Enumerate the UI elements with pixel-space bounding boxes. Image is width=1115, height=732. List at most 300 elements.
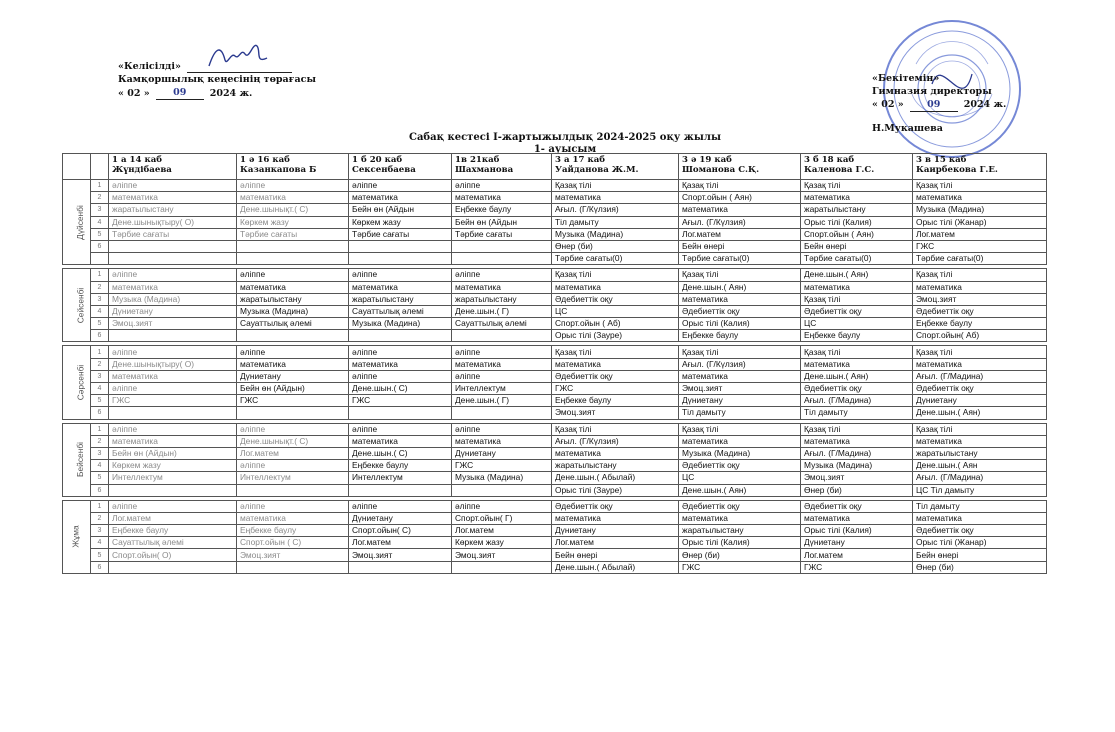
class-name: 3 ә 19 каб xyxy=(682,155,732,165)
day-name: Жұма xyxy=(71,525,81,548)
lesson-cell: математика xyxy=(679,293,801,305)
lesson-number: 6 xyxy=(91,407,109,419)
table-row xyxy=(63,253,1047,265)
lesson-cell: Қазақ тілі xyxy=(552,269,679,281)
lesson-cell: Тәрбие сағаты(0) xyxy=(801,253,913,265)
lesson-cell: Тәрбие сағаты(0) xyxy=(679,253,801,265)
date-day: « 02 » xyxy=(118,88,150,99)
lesson-cell: Орыс тілі (Жанар) xyxy=(913,216,1047,228)
lesson-cell: Көркем жазу xyxy=(109,460,237,472)
lesson-cell: әліппе xyxy=(452,423,552,435)
lesson-number: 2 xyxy=(91,358,109,370)
lesson-cell: әліппе xyxy=(109,269,237,281)
lesson-cell xyxy=(452,561,552,573)
lesson-cell: Еңбекке баулу xyxy=(452,204,552,216)
table-row xyxy=(63,472,1047,484)
lesson-cell: Ағыл. (Г/Мадина) xyxy=(801,447,913,459)
lesson-cell: әліппе xyxy=(237,423,349,435)
table-row xyxy=(63,269,1047,281)
lesson-number: 3 xyxy=(91,370,109,382)
lesson-cell: әліппе xyxy=(452,269,552,281)
lesson-cell: математика xyxy=(679,512,801,524)
lesson-number: 2 xyxy=(91,512,109,524)
lesson-number: 4 xyxy=(91,537,109,549)
lesson-cell: Спорт.ойын( Г) xyxy=(452,512,552,524)
lesson-cell: ЦС Тіл дамыту xyxy=(913,484,1047,496)
lesson-cell: Тіл дамыту xyxy=(679,407,801,419)
lesson-cell: Дене.шын.( Абылай) xyxy=(552,472,679,484)
lesson-cell: Орыс тілі (Калия) xyxy=(679,318,801,330)
lesson-cell: Тіл дамыту xyxy=(801,407,913,419)
lesson-cell: әліппе xyxy=(237,180,349,192)
lesson-cell: математика xyxy=(349,435,452,447)
lesson-cell: Дене.шынықтыру( О) xyxy=(109,216,237,228)
table-row xyxy=(63,460,1047,472)
table-row xyxy=(63,407,1047,419)
lesson-cell: математика xyxy=(801,192,913,204)
lesson-cell: әліппе xyxy=(349,370,452,382)
lesson-cell xyxy=(349,407,452,419)
lesson-cell: математика xyxy=(452,192,552,204)
class-header-row xyxy=(63,154,1047,180)
lesson-cell: Лог.матем xyxy=(452,525,552,537)
date-day: « 02 » xyxy=(872,99,904,110)
lesson-cell: Тәрбие сағаты xyxy=(349,228,452,240)
lesson-cell: Қазақ тілі xyxy=(801,346,913,358)
lesson-cell: ГЖС xyxy=(349,395,452,407)
lesson-cell: Қазақ тілі xyxy=(679,346,801,358)
lesson-cell: әліппе xyxy=(237,346,349,358)
lesson-cell: Тәрбие сағаты xyxy=(237,228,349,240)
lesson-cell: Лог.матем xyxy=(237,447,349,459)
lesson-cell: математика xyxy=(109,281,237,293)
lesson-cell: Эмоц.зият xyxy=(679,383,801,395)
lesson-cell: Бейн өнері xyxy=(913,549,1047,561)
lesson-cell: әліппе xyxy=(237,269,349,281)
table-row xyxy=(63,358,1047,370)
lesson-cell: Сауаттылық әлемі xyxy=(452,318,552,330)
lesson-cell: Әдебиеттік оқу xyxy=(552,293,679,305)
lesson-cell: математика xyxy=(913,281,1047,293)
lesson-cell: математика xyxy=(237,281,349,293)
class-teacher: Шоманова С.Қ. xyxy=(682,165,760,175)
lesson-cell: жаратылыстану xyxy=(679,525,801,537)
lesson-cell: математика xyxy=(801,281,913,293)
lesson-cell: Қазақ тілі xyxy=(679,423,801,435)
day-name: Сәрсенбі xyxy=(75,364,86,401)
class-name: 1в 21каб xyxy=(455,155,500,165)
lesson-cell: әліппе xyxy=(349,180,452,192)
lesson-cell: Дүниетану xyxy=(109,305,237,317)
class-name: 1 а 14 каб xyxy=(112,155,162,165)
class-name: 1 ә 16 каб xyxy=(240,155,290,165)
lesson-cell xyxy=(109,240,237,252)
lesson-cell: Дүниетану xyxy=(801,537,913,549)
table-row xyxy=(63,346,1047,358)
class-name: 1 б 20 каб xyxy=(352,155,403,165)
lesson-cell: математика xyxy=(552,281,679,293)
director-label: Гимназия директоры xyxy=(872,86,992,97)
lesson-cell: Тәрбие сағаты(0) xyxy=(552,253,679,265)
day-name: Бейсенбі xyxy=(74,442,85,478)
table-row xyxy=(63,484,1047,496)
lesson-cell: Музыка (Мадина) xyxy=(552,228,679,240)
lesson-cell: Ағыл. (Г/Күлзия) xyxy=(679,216,801,228)
class-teacher: Жүндібаева xyxy=(112,165,172,175)
lesson-cell: ЦС xyxy=(679,472,801,484)
table-row xyxy=(63,318,1047,330)
table-row xyxy=(63,293,1047,305)
lesson-cell: Дене.шынықт.( С) xyxy=(237,204,349,216)
lesson-cell: математика xyxy=(109,192,237,204)
lesson-cell: әліппе xyxy=(349,269,452,281)
lesson-cell: ГЖС xyxy=(109,395,237,407)
lesson-cell: математика xyxy=(349,281,452,293)
lesson-cell: әліппе xyxy=(349,423,452,435)
lesson-cell: Эмоц.зият xyxy=(237,549,349,561)
lesson-cell: әліппе xyxy=(109,383,237,395)
lesson-cell xyxy=(237,330,349,342)
day-label xyxy=(63,346,91,419)
day-label xyxy=(63,500,91,573)
lesson-cell: Спорт.ойын( Аб) xyxy=(913,330,1047,342)
lesson-cell: Орыс тілі (Зауре) xyxy=(552,330,679,342)
lesson-number: 3 xyxy=(91,293,109,305)
lesson-cell: математика xyxy=(801,358,913,370)
title-line-2: 1- ауысым xyxy=(533,144,597,155)
date-year: 2024 ж. xyxy=(209,88,253,99)
lesson-cell xyxy=(452,240,552,252)
lesson-cell: Қазақ тілі xyxy=(913,269,1047,281)
lesson-cell: ГЖС xyxy=(679,561,801,573)
lesson-cell: Бейн өнері xyxy=(552,549,679,561)
timetable xyxy=(62,153,1047,574)
table-row xyxy=(63,395,1047,407)
lesson-cell xyxy=(237,407,349,419)
lesson-cell: Дене.шынықт.( С) xyxy=(237,435,349,447)
lesson-cell: жаратылыстану xyxy=(552,460,679,472)
lesson-number: 4 xyxy=(91,305,109,317)
lesson-cell: Қазақ тілі xyxy=(913,180,1047,192)
lesson-cell: Дүниетану xyxy=(237,370,349,382)
approval-block-left xyxy=(118,60,316,100)
lesson-cell: Спорт.ойын ( С) xyxy=(237,537,349,549)
table-row xyxy=(63,180,1047,192)
lesson-cell: Тәрбие сағаты xyxy=(452,228,552,240)
table-row xyxy=(63,537,1047,549)
lesson-cell: Бейн өн (Айдын xyxy=(452,216,552,228)
lesson-cell: математика xyxy=(679,370,801,382)
lesson-cell: математика xyxy=(109,370,237,382)
lesson-cell: Өнер (би) xyxy=(913,561,1047,573)
lesson-cell: Әдебиеттік оқу xyxy=(913,383,1047,395)
lesson-cell: математика xyxy=(349,192,452,204)
lesson-cell: әліппе xyxy=(452,500,552,512)
lesson-cell: Ағыл. (Г/Күлзия) xyxy=(679,358,801,370)
lesson-cell: математика xyxy=(913,192,1047,204)
lesson-cell: математика xyxy=(679,435,801,447)
class-header xyxy=(237,154,349,180)
lesson-cell: Орыс тілі (Зауре) xyxy=(552,484,679,496)
lesson-number: 1 xyxy=(91,423,109,435)
class-header xyxy=(452,154,552,180)
lesson-cell: математика xyxy=(801,512,913,524)
lesson-cell: Қазақ тілі xyxy=(801,423,913,435)
lesson-cell: математика xyxy=(237,512,349,524)
lesson-cell: Интеллектум xyxy=(452,383,552,395)
class-teacher: Казанкапова Б xyxy=(240,165,317,175)
lesson-cell xyxy=(452,407,552,419)
day-name: Дүйсенбі xyxy=(74,204,85,240)
lesson-cell xyxy=(452,253,552,265)
lesson-cell: математика xyxy=(552,447,679,459)
lesson-cell: Лог.матем xyxy=(801,549,913,561)
lesson-cell: математика xyxy=(349,358,452,370)
lesson-cell: әліппе xyxy=(452,370,552,382)
lesson-cell: Тәрбие сағаты xyxy=(109,228,237,240)
lesson-number: 5 xyxy=(91,549,109,561)
lesson-cell xyxy=(349,253,452,265)
lesson-cell: әліппе xyxy=(349,346,452,358)
lesson-cell: әліппе xyxy=(452,180,552,192)
lesson-cell: Әдебиеттік оқу xyxy=(679,460,801,472)
title-line-1: Сабақ кестесі І-жартыжылдық 2024-2025 оқу жылы xyxy=(408,132,721,143)
lesson-cell: ГЖС xyxy=(552,383,679,395)
lesson-cell: Дене.шын.( Аян) xyxy=(801,370,913,382)
lesson-cell: жаратылыстану xyxy=(349,293,452,305)
lesson-cell: Музыка (Мадина) xyxy=(452,472,552,484)
lesson-cell xyxy=(109,253,237,265)
table-row xyxy=(63,330,1047,342)
lesson-cell: ГЖС xyxy=(913,240,1047,252)
table-row xyxy=(63,305,1047,317)
lesson-cell: математика xyxy=(552,192,679,204)
lesson-cell: Дүниетану xyxy=(913,395,1047,407)
lesson-cell: Музыка (Мадина) xyxy=(109,293,237,305)
lesson-cell: Музыка (Мадина) xyxy=(237,305,349,317)
lesson-cell: математика xyxy=(237,358,349,370)
lesson-cell: Қазақ тілі xyxy=(679,180,801,192)
class-teacher: Шахманова xyxy=(455,165,514,175)
lesson-cell: Лог.матем xyxy=(913,228,1047,240)
lesson-number: 4 xyxy=(91,216,109,228)
lesson-cell: Лог.матем xyxy=(679,228,801,240)
class-teacher: Уайданова Ж.М. xyxy=(555,165,639,175)
lesson-cell: ГЖС xyxy=(801,561,913,573)
lesson-cell: Орыс тілі (Калия) xyxy=(679,537,801,549)
lesson-number: 3 xyxy=(91,525,109,537)
lesson-cell: Орыс тілі (Калия) xyxy=(801,216,913,228)
lesson-cell: әліппе xyxy=(237,460,349,472)
lesson-cell: Көркем жазу xyxy=(237,216,349,228)
lesson-cell: математика xyxy=(913,512,1047,524)
lesson-cell: математика xyxy=(452,281,552,293)
lesson-cell: әліппе xyxy=(109,180,237,192)
lesson-number: 6 xyxy=(91,330,109,342)
table-row xyxy=(63,435,1047,447)
lesson-cell: Әдебиеттік оқу xyxy=(801,500,913,512)
lesson-number: 5 xyxy=(91,228,109,240)
lesson-cell xyxy=(237,561,349,573)
lesson-cell: Эмоц.зият xyxy=(913,293,1047,305)
lesson-cell: Қазақ тілі xyxy=(801,180,913,192)
lesson-cell: Интеллектум xyxy=(109,472,237,484)
lesson-cell: Сауаттылық әлемі xyxy=(109,537,237,549)
lesson-cell: Әдебиеттік оқу xyxy=(552,370,679,382)
table-row xyxy=(63,500,1047,512)
lesson-cell xyxy=(349,240,452,252)
lesson-cell: Өнер (би) xyxy=(552,240,679,252)
class-header xyxy=(913,154,1047,180)
lesson-number: 6 xyxy=(91,240,109,252)
lesson-cell: математика xyxy=(452,358,552,370)
class-name: 3 в 15 каб xyxy=(916,155,967,165)
lesson-number: 6 xyxy=(91,484,109,496)
approval-block-right xyxy=(872,72,1006,135)
lesson-cell: Бейн өн (Айдын) xyxy=(237,383,349,395)
lesson-cell xyxy=(237,253,349,265)
class-teacher: Сексенбаева xyxy=(352,165,416,175)
lesson-cell: Әдебиеттік оқу xyxy=(913,305,1047,317)
lesson-cell xyxy=(349,561,452,573)
lesson-cell: жаратылыстану xyxy=(913,447,1047,459)
lesson-number: 5 xyxy=(91,472,109,484)
lesson-cell: Музыка (Мадина) xyxy=(913,204,1047,216)
table-row xyxy=(63,549,1047,561)
lesson-cell: математика xyxy=(552,512,679,524)
lesson-cell: Әдебиеттік оқу xyxy=(679,500,801,512)
date-month: 09 xyxy=(156,86,204,100)
lesson-cell: Дүниетану xyxy=(452,447,552,459)
day-label xyxy=(63,269,91,342)
lesson-cell: Көркем жазу xyxy=(452,537,552,549)
lesson-number: 4 xyxy=(91,383,109,395)
lesson-cell: жаратылыстану xyxy=(109,204,237,216)
lesson-cell xyxy=(109,330,237,342)
lesson-number: 5 xyxy=(91,395,109,407)
lesson-cell: математика xyxy=(552,358,679,370)
lesson-cell: Әдебиеттік оқу xyxy=(801,305,913,317)
lesson-cell: Дүниетану xyxy=(349,512,452,524)
lesson-cell: жаратылыстану xyxy=(237,293,349,305)
lesson-cell: әліппе xyxy=(349,500,452,512)
lesson-cell: Дүниетану xyxy=(679,395,801,407)
lesson-cell: Музыка (Мадина) xyxy=(801,460,913,472)
lesson-cell: Дене.шын.( С) xyxy=(349,447,452,459)
lesson-cell: ЦС xyxy=(552,305,679,317)
lesson-cell: Эмоц.зият xyxy=(452,549,552,561)
lesson-cell: математика xyxy=(109,435,237,447)
lesson-cell: жаратылыстану xyxy=(801,204,913,216)
lesson-cell: Ағыл. (Г/Күлзия) xyxy=(552,204,679,216)
table-row xyxy=(63,370,1047,382)
lesson-cell: Қазақ тілі xyxy=(801,293,913,305)
lesson-cell: Спорт.ойын( С) xyxy=(349,525,452,537)
approved-label: «Бекітемін» xyxy=(872,73,940,84)
lesson-cell: математика xyxy=(452,435,552,447)
date-year: 2024 ж. xyxy=(963,99,1007,110)
class-teacher: Каленова Г.С. xyxy=(804,165,875,175)
lesson-cell: Өнер (би) xyxy=(801,484,913,496)
lesson-cell: Еңбекке баулу xyxy=(679,330,801,342)
table-row xyxy=(63,228,1047,240)
lesson-cell: Лог.матем xyxy=(109,512,237,524)
lesson-cell: Дене.шын.( С) xyxy=(349,383,452,395)
class-header xyxy=(679,154,801,180)
lesson-cell: Спорт.ойын( О) xyxy=(109,549,237,561)
lesson-cell: Музыка (Мадина) xyxy=(679,447,801,459)
lesson-cell: ЦС xyxy=(801,318,913,330)
lesson-cell: әліппе xyxy=(452,346,552,358)
lesson-cell: Еңбекке баулу xyxy=(109,525,237,537)
lesson-cell: математика xyxy=(913,435,1047,447)
day-label xyxy=(63,423,91,496)
day-name: Сейсенбі xyxy=(75,287,86,324)
class-name: 3 а 17 каб xyxy=(555,155,605,165)
lesson-cell: Дене.шын.( Аян) xyxy=(801,269,913,281)
lesson-cell: Еңбекке баулу xyxy=(552,395,679,407)
lesson-cell: Сауаттылық әлемі xyxy=(349,305,452,317)
lesson-number: 1 xyxy=(91,346,109,358)
table-row xyxy=(63,192,1047,204)
lesson-number: 2 xyxy=(91,435,109,447)
lesson-cell: Әдебиеттік оқу xyxy=(552,500,679,512)
lesson-number: 2 xyxy=(91,281,109,293)
lesson-cell: Әдебиеттік оқу xyxy=(679,305,801,317)
lesson-cell: жаратылыстану xyxy=(452,293,552,305)
lesson-cell: Бейн өнері xyxy=(679,240,801,252)
lesson-cell: Тіл дамыту xyxy=(552,216,679,228)
table-row xyxy=(63,512,1047,524)
lesson-cell: Еңбекке баулу xyxy=(237,525,349,537)
lesson-cell: Тіл дамыту xyxy=(913,500,1047,512)
lesson-cell: Қазақ тілі xyxy=(913,346,1047,358)
lesson-cell: әліппе xyxy=(109,346,237,358)
lesson-cell: Еңбекке баулу xyxy=(349,460,452,472)
lesson-cell: Дене.шын.( Г) xyxy=(452,305,552,317)
lesson-cell: Эмоц.зият xyxy=(552,407,679,419)
lesson-cell: Өнер (би) xyxy=(679,549,801,561)
lesson-cell: ГЖС xyxy=(237,395,349,407)
lesson-cell: Лог.матем xyxy=(349,537,452,549)
lesson-cell: Дене.шын.( Аян) xyxy=(913,407,1047,419)
table-row xyxy=(63,447,1047,459)
lesson-cell: Интеллектум xyxy=(237,472,349,484)
agreed-label: «Келісілді» xyxy=(118,61,181,72)
lesson-cell: Дүниетану xyxy=(552,525,679,537)
lesson-cell: математика xyxy=(237,192,349,204)
lesson-number xyxy=(91,253,109,265)
lesson-cell: Бейн өн (Айдын xyxy=(349,204,452,216)
lesson-cell: ГЖС xyxy=(452,460,552,472)
lesson-cell: Эмоц.зият xyxy=(801,472,913,484)
class-header xyxy=(109,154,237,180)
lesson-cell xyxy=(109,561,237,573)
lesson-cell: Қазақ тілі xyxy=(679,269,801,281)
lesson-cell: математика xyxy=(913,358,1047,370)
lesson-cell: математика xyxy=(801,435,913,447)
lesson-cell: әліппе xyxy=(237,500,349,512)
table-row xyxy=(63,281,1047,293)
lesson-cell: Дене.шын.( Аян) xyxy=(679,484,801,496)
lesson-cell: Ағыл. (Г/Мадина) xyxy=(801,395,913,407)
lesson-cell: Қазақ тілі xyxy=(552,346,679,358)
lesson-number: 5 xyxy=(91,318,109,330)
table-row xyxy=(63,525,1047,537)
lesson-number: 4 xyxy=(91,460,109,472)
lesson-cell: Спорт.ойын ( Аб) xyxy=(552,318,679,330)
lesson-cell: Дене.шын.( Аян xyxy=(913,460,1047,472)
